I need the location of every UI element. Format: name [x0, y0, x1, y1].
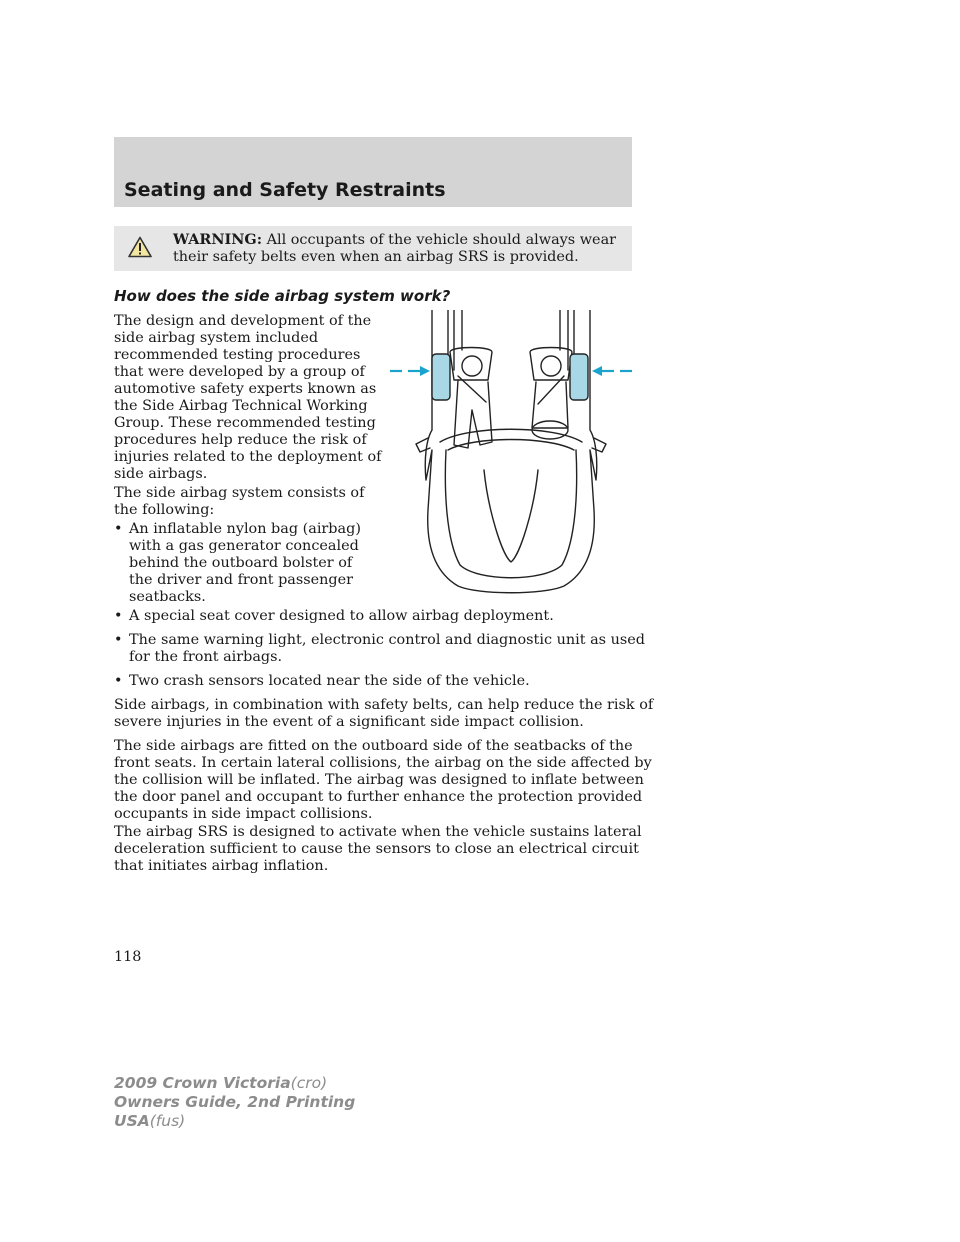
- intro-paragraph: [114, 313, 382, 483]
- warning-label: WARNING:: [173, 231, 263, 248]
- text-line: that initiates airbag inflation.: [114, 858, 329, 874]
- footer: [114, 1074, 355, 1131]
- text-line: the driver and front passenger: [129, 572, 354, 588]
- footer-model: 2009 Crown Victoria: [114, 1074, 291, 1092]
- section-heading: How does the side airbag system work?: [114, 287, 451, 305]
- left-impact-arrowhead: [420, 366, 430, 376]
- text-line: side airbags.: [114, 466, 208, 482]
- footer-model-code: (cro): [290, 1074, 328, 1092]
- text-line: procedures help reduce the risk of: [114, 432, 367, 448]
- bullet-dot: •: [114, 521, 123, 537]
- warning-line-1: All occupants of the vehicle should always wear: [266, 232, 617, 248]
- page-number: 118: [114, 949, 142, 965]
- text-line: that were developed by a group of: [114, 364, 365, 380]
- list-item: [114, 608, 554, 625]
- text-line: A special seat cover designed to allow airbag deployment.: [129, 608, 554, 624]
- body-paragraph: [114, 738, 652, 823]
- warning-text: [173, 231, 623, 266]
- warning-box: [114, 226, 632, 271]
- text-line: The design and development of the: [114, 313, 372, 329]
- text-line: The side airbag system consists of: [114, 485, 365, 501]
- text-line: Two crash sensors located near the side of the vehicle.: [129, 673, 530, 689]
- text-line: recommended testing procedures: [114, 347, 361, 363]
- text-line: automotive safety experts known as: [114, 381, 377, 397]
- bullet-dot: •: [114, 608, 123, 624]
- body-paragraph: [114, 697, 653, 731]
- text-line: the Side Airbag Technical Working: [114, 398, 368, 414]
- text-line: the collision will be inflated. The airbag was designed to inflate between: [114, 772, 644, 788]
- footer-region: USA: [114, 1112, 150, 1130]
- body-paragraph: [114, 824, 642, 875]
- consists-paragraph: [114, 485, 364, 519]
- list-item: [114, 632, 645, 666]
- right-airbag: [570, 354, 588, 400]
- text-line: occupants in side impact collisions.: [114, 806, 373, 822]
- text-line: front seats. In certain lateral collisions, the airbag on the side affected by: [114, 755, 652, 771]
- warning-line-2: their safety belts even when an airbag SRS is provided.: [173, 249, 579, 265]
- text-line: Side airbags, in combination with safety belts, can help reduce the risk of: [114, 697, 654, 713]
- bullet-dot: •: [114, 632, 123, 648]
- right-impact-arrowhead: [592, 366, 602, 376]
- text-line: with a gas generator concealed: [129, 538, 359, 554]
- text-line: the door panel and occupant to further enhance the protection provided: [114, 789, 643, 805]
- footer-guide: Owners Guide, 2nd Printing: [114, 1093, 356, 1111]
- text-line: the following:: [114, 502, 215, 518]
- side-airbag-illustration: [388, 310, 634, 596]
- text-line: side airbag system included: [114, 330, 319, 346]
- footer-region-code: (fus): [149, 1112, 186, 1130]
- text-line: for the front airbags.: [129, 649, 283, 665]
- left-airbag: [432, 354, 450, 400]
- section-title: Seating and Safety Restraints: [124, 179, 446, 201]
- text-line: injuries related to the deployment of: [114, 449, 382, 465]
- text-line: The side airbags are fitted on the outboard side of the seatbacks of the: [114, 738, 633, 754]
- text-line: behind the outboard bolster of: [129, 555, 353, 571]
- text-line: severe injuries in the event of a significant side impact collision.: [114, 714, 584, 730]
- text-line: seatbacks.: [129, 589, 206, 605]
- text-line: The airbag SRS is designed to activate when the vehicle sustains lateral: [114, 824, 642, 840]
- bullet-dot: •: [114, 673, 123, 689]
- list-item: [114, 521, 361, 606]
- list-item: [114, 673, 530, 690]
- text-line: The same warning light, electronic control and diagnostic unit as used: [129, 632, 645, 648]
- text-line: An inflatable nylon bag (airbag): [129, 521, 361, 537]
- text-line: Group. These recommended testing: [114, 415, 376, 431]
- section-header-bar: [114, 137, 632, 207]
- warning-triangle-icon: [128, 236, 152, 258]
- text-line: deceleration sufficient to cause the sensors to close an electrical circuit: [114, 841, 639, 857]
